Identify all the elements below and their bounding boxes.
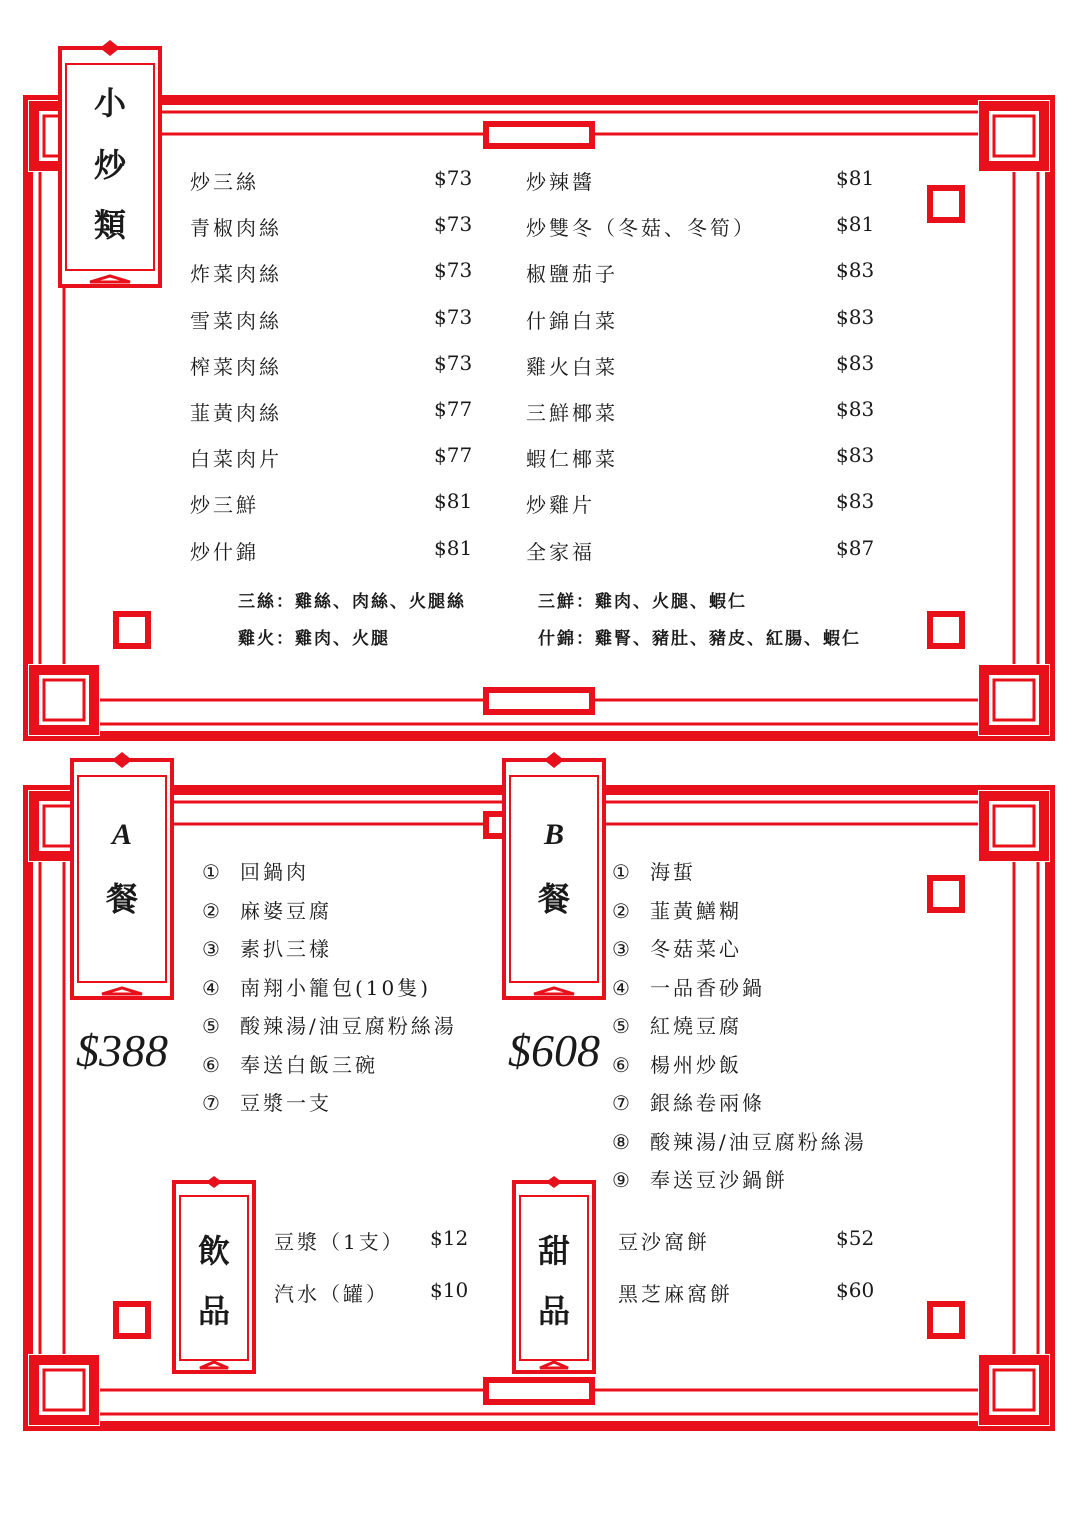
drinks-tag-shape	[174, 1176, 254, 1372]
set-item	[612, 895, 742, 924]
set-item-name: 銀絲卷兩條	[650, 1091, 765, 1115]
menu-item-price: $83	[836, 443, 875, 468]
menu-item-price: $73	[434, 212, 473, 237]
menu-item-price: $81	[836, 166, 875, 190]
menu-item-name: 黑芝麻窩餅	[618, 1282, 733, 1306]
set-item-name: 紅燒豆腐	[650, 1014, 742, 1038]
set-item	[202, 1049, 378, 1078]
menu-item-price: $52	[836, 1226, 875, 1250]
set-item	[202, 895, 332, 924]
set-b-title-char: 餐	[537, 880, 570, 918]
set-item	[612, 972, 765, 1001]
menu-item-name: 炒雙冬（冬菇、冬筍）	[526, 216, 756, 241]
menu-item-name: 炒三絲	[190, 170, 259, 194]
set-item-name: 奉送白飯三碗	[240, 1052, 378, 1077]
set-item-name: 麻婆豆腐	[240, 898, 332, 923]
menu-item-price: $77	[434, 397, 473, 421]
menu-item-name: 炒三鮮	[190, 493, 259, 518]
menu-item-price: $83	[836, 350, 875, 375]
set-item-number: ⑧	[612, 1129, 633, 1154]
set-item	[202, 1087, 332, 1116]
menu-item-price: $87	[836, 535, 875, 560]
set-item-name: 楊州炒飯	[650, 1052, 742, 1077]
note-jihuo: 雞火：雞肉、火腿	[238, 629, 390, 649]
set-item-number: ④	[612, 975, 633, 1000]
set-item-number: ④	[202, 975, 223, 1000]
menu-item-name: 豆漿（1支）	[274, 1230, 405, 1254]
menu-item-name: 全家福	[526, 539, 595, 564]
menu-item-price: $73	[434, 258, 473, 283]
set-item	[612, 1049, 742, 1078]
menu-item-price: $81	[836, 212, 875, 237]
set-item-name: 酸辣湯/油豆腐粉絲湯	[650, 1129, 867, 1154]
menu-item-price: $77	[434, 443, 473, 468]
set-item-name: 素扒三樣	[240, 937, 332, 961]
menu-item-name: 什錦白菜	[526, 308, 618, 333]
menu-item-price: $12	[430, 1226, 469, 1250]
menu-item-price: $83	[836, 489, 875, 514]
set-item	[202, 1010, 457, 1039]
set-a-letter: A	[111, 818, 132, 851]
set-item-number: ⑥	[612, 1052, 633, 1077]
desserts-title-char-2: 品	[537, 1292, 570, 1330]
set-item	[612, 856, 696, 885]
menu-item-price: $73	[434, 350, 473, 375]
set-item	[612, 1126, 867, 1155]
menu-item-price: $81	[434, 535, 473, 560]
set-item-name: 一品香砂鍋	[650, 975, 765, 1000]
menu-item-name: 雞火白菜	[526, 354, 618, 379]
set-item-name: 韮黃鱔糊	[650, 898, 742, 923]
set-item	[202, 933, 332, 962]
set-item-number: ⑦	[202, 1091, 223, 1115]
set-a-price: $388	[76, 1025, 168, 1076]
menu-item-name: 炸菜肉絲	[190, 262, 282, 287]
menu-item-name: 雪菜肉絲	[190, 308, 282, 333]
menu-item-price: $83	[836, 258, 875, 283]
set-item	[612, 1087, 765, 1116]
set-a-title-char: 餐	[105, 880, 138, 918]
set-item	[202, 856, 309, 885]
set-item-number: ⑦	[612, 1091, 633, 1115]
menu-item-name: 榨菜肉絲	[190, 354, 282, 379]
set-item-number: ⑨	[612, 1168, 633, 1192]
set-item-number: ②	[202, 898, 223, 923]
set-b-price: $608	[508, 1025, 600, 1076]
drinks-title-char-1: 飲	[197, 1232, 230, 1270]
menu-item-price: $60	[836, 1278, 875, 1302]
menu-item-name: 炒雞片	[526, 493, 595, 518]
stirfry-title-char-2: 炒	[93, 146, 126, 184]
menu-item-name: 炒什錦	[190, 539, 259, 564]
set-item-number: ⑥	[202, 1052, 223, 1077]
menu-item-price: $10	[430, 1278, 469, 1302]
set-item-number: ③	[612, 937, 633, 961]
set-item-number: ⑤	[202, 1014, 223, 1038]
menu-item-name: 蝦仁椰菜	[526, 447, 618, 472]
desserts-title-char-1: 甜	[537, 1232, 570, 1270]
menu-item-name: 青椒肉絲	[190, 216, 282, 241]
set-item-number: ①	[612, 860, 633, 884]
menu-item-price: $73	[434, 166, 473, 190]
note-sanxian: 三鮮：雞肉、火腿、蝦仁	[538, 592, 747, 612]
set-item	[612, 1164, 788, 1193]
set-item-name: 奉送豆沙鍋餅	[650, 1168, 788, 1192]
set-b-letter: B	[543, 818, 564, 851]
menu-item-name: 椒鹽茄子	[526, 262, 618, 287]
menu-item-name: 白菜肉片	[190, 447, 282, 472]
menu-item-name: 炒辣醬	[526, 170, 595, 194]
note-sansi: 三絲：雞絲、肉絲、火腿絲	[238, 592, 466, 612]
menu-item-price: $83	[836, 397, 875, 421]
menu-item-name: 汽水（罐）	[274, 1282, 389, 1306]
menu-item-name: 豆沙窩餅	[618, 1230, 710, 1254]
set-item	[612, 933, 742, 962]
set-item-name: 南翔小籠包(10隻)	[240, 975, 432, 1000]
stirfry-title-char-3: 類	[93, 206, 126, 244]
menu-item-name: 韮黃肉絲	[190, 401, 282, 425]
set-item-name: 海蜇	[650, 860, 696, 884]
stirfry-title-char-1: 小	[93, 84, 126, 122]
set-item-name: 冬菇菜心	[650, 937, 742, 961]
set-item-name: 回鍋肉	[240, 860, 309, 884]
menu-item-price: $73	[434, 304, 473, 329]
set-item-name: 酸辣湯/油豆腐粉絲湯	[240, 1014, 457, 1038]
set-item	[202, 972, 431, 1001]
set-item-number: ②	[612, 898, 633, 923]
set-item-number: ①	[202, 860, 223, 884]
set-item-number: ⑤	[612, 1014, 633, 1038]
menu-item-price: $81	[434, 489, 473, 514]
note-shijin: 什錦：雞腎、豬肚、豬皮、紅腸、蝦仁	[538, 629, 861, 649]
set-item	[612, 1010, 742, 1039]
drinks-title-char-2: 品	[197, 1292, 230, 1330]
menu-item-price: $83	[836, 304, 875, 329]
desserts-tag-shape	[514, 1176, 594, 1372]
menu-item-name: 三鮮椰菜	[526, 401, 618, 425]
set-item-name: 豆漿一支	[240, 1091, 332, 1115]
set-item-number: ③	[202, 937, 223, 961]
